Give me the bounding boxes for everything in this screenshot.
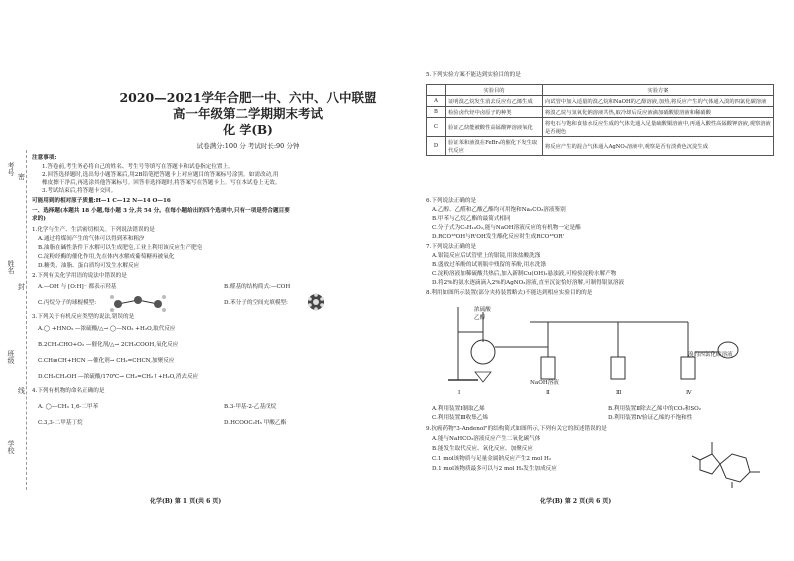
right-page xyxy=(418,70,778,510)
cut-line xyxy=(26,150,27,490)
row-letter: A xyxy=(427,96,446,107)
apparatus-label-iii: Ⅲ xyxy=(616,390,622,396)
score-time: 试卷满分:100 分 考试时长:90 分钟 xyxy=(196,142,300,150)
experiment-table xyxy=(426,84,774,156)
section-heading: 一、选择题(本题共 18 小题,每小题 3 分,共 54 分。在每小题给出的四个选项中,只有一项是符合题目要 xyxy=(32,208,290,214)
exam-subject: 化 学(B) xyxy=(223,123,273,137)
option: C.利用装置Ⅲ收集乙烯 xyxy=(432,415,489,421)
option: A. ◯—CH₃ 1,6-二甲苯 xyxy=(38,404,99,410)
page-footer-left: 化学(B) 第 1 页(共 6 页) xyxy=(150,498,222,505)
exam-subtitle: 高一年级第二学期期末考试 xyxy=(172,106,323,121)
option: B.能发生取代反应、氧化反应、加聚反应 xyxy=(432,446,533,452)
option: C.3,3-二甲基丁烷 xyxy=(38,420,83,426)
question-4: 4.下列有机物的命名正确的是 xyxy=(32,388,105,394)
apparatus-label-iv: Ⅳ xyxy=(686,390,692,396)
apparatus-label-i: Ⅰ xyxy=(458,390,461,396)
question-5: 5.下列实验方案不能达到实验目的的是 xyxy=(426,72,521,78)
option: D.将2%的氨水逐滴滴入2%的AgNO₃溶液,直至沉淀恰好溶解,可制得银氨溶液 xyxy=(432,280,625,286)
note-line: 2.回答选择题时,选出每小题答案后,用2B铅笔把答题卡上对应题目的答案标号涂黑。如需改动,用 xyxy=(42,172,279,178)
option: B.2CH₃CHO+O₂ —催化剂/△→ 2CH₃COOH,氧化反应 xyxy=(38,342,179,348)
row-letter: C xyxy=(427,118,446,137)
benzene-space-filling-model xyxy=(306,292,326,312)
option: A.乙醇、乙醛和乙酸乙酯均可用饱和Na₂CO₃溶液鉴别 xyxy=(432,207,566,213)
margin-label-school: 学校 xyxy=(7,440,15,454)
question-7: 7.下列说法正确的是 xyxy=(426,244,477,250)
table-header xyxy=(427,85,446,96)
margin-mark-seal: 密 xyxy=(18,173,25,181)
row-plan: 将反应产生的混合气体通入AgNO₃溶液中,观察是否有淡黄色沉淀生成 xyxy=(543,137,774,156)
option: D.利用装置Ⅳ验证乙烯的不饱和性 xyxy=(608,415,693,421)
margin-mark-line: 线 xyxy=(18,387,25,395)
table-row xyxy=(427,96,774,107)
margin-label-name: 姓名 xyxy=(7,260,15,274)
question-6: 6.下列说法正确的是 xyxy=(426,198,477,204)
left-page xyxy=(28,70,408,510)
row-plan: 向试管中加入适量的溴乙烷和NaOH的乙醇溶液,加热,将反应产生的气体通入溴的四氯化碳溶液 xyxy=(543,96,774,107)
option: D.1 mol该物质最多可以与2 mol H₂发生加成反应 xyxy=(432,466,557,472)
row-goal: 验证乙炔能被酸性高锰酸钾溶液氧化 xyxy=(446,118,543,137)
margin-mark-seal2: 封 xyxy=(18,283,25,291)
question-8: 8.利用如图所示装置(部分夹持装置略去)不能达到相应实验目的的是 xyxy=(426,290,593,296)
row-goal: 验证苯和液溴在FeBr₃的催化下发生取代反应 xyxy=(446,137,543,156)
option: A.通过将煤间产生的气体可以得到苯和粗汐 xyxy=(38,236,145,242)
table-header-row xyxy=(427,85,774,96)
row-letter: D xyxy=(427,137,446,156)
apparatus-label-ii: Ⅱ xyxy=(546,390,550,396)
note-line: 橡皮擦干净后,再选涂其他答案标号。回答非选择题时,将答案写在答题卡上。写在本试卷上无效。 xyxy=(42,180,281,186)
table-header: 实验方案 xyxy=(543,85,774,96)
option: B.盛放过苯酚的试剂瓶中残留的苯酚,用水洗涤 xyxy=(432,262,546,268)
option: A.利用装置Ⅰ制取乙烯 xyxy=(432,406,485,412)
apparatus-figure xyxy=(438,302,758,398)
option: C.淀粉经酶的催化作用,先在体内水解成葡萄糖再被氧化 xyxy=(38,254,175,260)
note-line: 3.考试结束后,将答题卡交回。 xyxy=(42,188,117,194)
option: A.银镜反应后试管壁上的银镜,用浓盐酸洗涤 xyxy=(432,253,541,259)
table-row xyxy=(427,118,774,137)
option: A.◯ +HNO₃ —浓硫酸/△→ ◯—NO₂ +H₂O,取代反应 xyxy=(38,326,176,332)
andenol-structure xyxy=(688,432,768,492)
margin-label-class: 班级 xyxy=(7,350,15,364)
question-3: 3.下列关于有机反应类型的说法,错误的是 xyxy=(32,314,135,320)
apparatus-text: NaOH溶液 xyxy=(530,380,559,386)
option: B.醛基的结构简式:—COH xyxy=(224,284,291,290)
question-1: 1.化学与生产、生活密切相关。下列说法错误的是 xyxy=(32,227,155,233)
option: C.丙烷分子的球棍模型: xyxy=(38,300,97,306)
apparatus-text: 乙醇 xyxy=(474,315,486,321)
page-footer-right: 化学(B) 第 2 页(共 6 页) xyxy=(540,498,612,505)
binding-margin xyxy=(4,150,26,490)
question-2: 2.下列有关化学用语的说法中错误的是 xyxy=(32,273,127,279)
option: C.1 mol该物质与足量金属钠反应产生2 mol H₂ xyxy=(432,456,552,462)
option: D.HCOOC₂H₅ 甲酸乙酯 xyxy=(224,420,287,426)
row-plan: 将电石与饱和食盐水反应生成的气体先通入足量硫酸铜溶液中,再通入酸性高锰酸钾溶液,观察溶液是否褪色 xyxy=(543,118,774,137)
option: A.—OH 与 [O:H]⁻ 都表示羟基 xyxy=(38,284,117,290)
table-header: 实验目的 xyxy=(446,85,543,96)
option: C.淀粉溶液加稀硫酸共热后,加入新制Cu(OH)₂悬浊液,可检验淀粉水解产物 xyxy=(432,271,617,277)
propane-ball-stick-model xyxy=(108,292,168,312)
row-plan: 将溴乙烷与氢氧化钠溶液共热,取冷却后反应液滴加硝酸银溶液和稀硝酸 xyxy=(543,107,774,118)
option: D.糖类、油脂、蛋白质均可发生水解反应 xyxy=(38,263,140,269)
option: D.RCO¹⁸OH与R'OH发生酯化反应时生成RCO¹⁸OR' xyxy=(432,234,565,240)
notes-title: 注意事项: xyxy=(32,155,57,161)
note-line: 1.答卷前,考生务必将自己的姓名、考生号等填写在答题卡和试卷指定位置上。 xyxy=(42,164,234,170)
option: C.CH≡CH+HCN —催化剂→ CH₂=CHCN,加聚反应 xyxy=(38,358,175,364)
apparatus-text: 溴的四氯化碳溶液 xyxy=(688,352,733,358)
option: B.利用装置Ⅱ除去乙烯中的CO₂和SO₂ xyxy=(608,406,701,412)
apparatus-text: 浓硫酸 xyxy=(474,307,491,313)
table-row xyxy=(427,107,774,118)
row-goal: 检验卤代烃中卤原子的种类 xyxy=(446,107,543,118)
option: C.分子式为C₅H₁₀O₂,能与NaOH溶液反应的有机物一定是酯 xyxy=(432,225,581,231)
exam-title: 2020—2021学年合肥一中、六中、八中联盟 xyxy=(119,90,377,105)
margin-label-id: 考号 xyxy=(7,162,15,176)
section-heading-cont: 求的) xyxy=(32,216,46,222)
table-row xyxy=(427,137,774,156)
option: B.3-甲基-2-乙基戊烷 xyxy=(224,404,277,410)
row-goal: 证明溴乙烷发生消去反应有乙烯生成 xyxy=(446,96,543,107)
option: A.能与NaHCO₃溶液反应产生二氧化碳气体 xyxy=(432,436,541,442)
question-9: 9.抗癌药物"3-Andenol"的结构简式如图所示,下列有关它的叙述错误的是 xyxy=(426,426,607,432)
option: B.甲苯与乙烷乙酯的最简式相同 xyxy=(432,216,511,222)
option: D.苯分子的空间充填模型: xyxy=(224,300,288,306)
row-letter: B xyxy=(427,107,446,118)
option: B.油脂在碱性条件下水解可以生成肥皂,工业上利用该反应生产肥皂 xyxy=(38,245,203,251)
option: D.CH₃CH₂OH —浓硫酸/170℃→ CH₂=CH₂↑+H₂O,消去反应 xyxy=(38,374,199,380)
atomic-mass: 可能用到的相对原子质量:H—1 C—12 N—14 O—16 xyxy=(32,198,171,204)
